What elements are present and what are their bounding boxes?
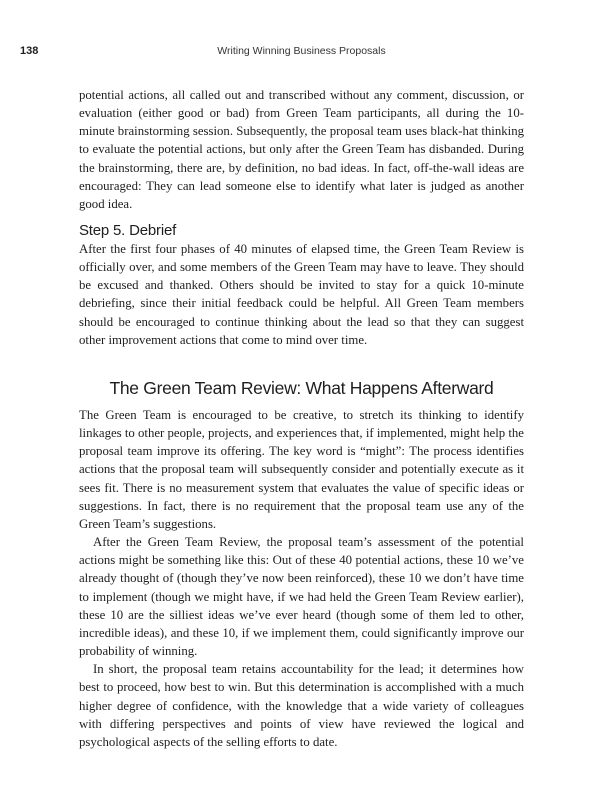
- paragraph-afterward-2: After the Green Team Review, the proposal team’s assessment of the potential actions might be something like this: Out of these 40 potential actions, these 10 we’ve already thought of (though they’ve now been reinforced), these 10 we don’t have time to implement (though we might have, if we had held the Green Team Review earlier), these 10 are the silliest ideas we’ve ever heard (though some of them led to other, incredible ideas), and these 10, if we implement them, could significantly improve our probability of winning.: [79, 535, 524, 659]
- text-block-debrief: [79, 240, 524, 349]
- text-block-intro: [79, 86, 524, 213]
- paragraph-debrief: After the first four phases of 40 minutes of elapsed time, the Green Team Review is officially over, and some members of the Green Team may have to leave. They should be excused and thanked. Others should be invited to stay for a quick 10-minute debriefing, since their initial feedback could be helpful. All Green Team members should be encouraged to continue thinking about the lead so that they can suggest other improvement actions that come to mind over time.: [79, 242, 524, 347]
- page-number: 138: [20, 45, 39, 57]
- paragraph-afterward-1: The Green Team is encouraged to be creative, to stretch its thinking to identify linkages to other people, projects, and experiences that, if implemented, might help the proposal team improve its offering. The key word is “might”: The process identifies actions that the proposal team will subsequently consider and potentially execute as it sees fit. There is no measurement system that evaluates the value of specific ideas or suggestions. In fact, there is no requirement that the proposal team use any of the Green Team’s suggestions.: [79, 408, 524, 531]
- text-block-afterward: [79, 406, 524, 751]
- running-head: [20, 44, 583, 58]
- book-title: Writing Winning Business Proposals: [217, 45, 386, 57]
- paragraph-continuation: potential actions, all called out and transcribed without any comment, discussion, or evaluation (either good or bad) from Green Team participants, all during the 10-minute brainstorming session. Subsequently, the proposal team uses black-hat thinking to evaluate the potential actions, but only after the Green Team has disbanded. During the brainstorming, there are, by definition, no bad ideas. In fact, off-the-wall ideas are encouraged: They can lead someone else to identify what later is judged as another good idea.: [79, 88, 524, 211]
- step-5-heading: Step 5. Debrief: [79, 222, 177, 239]
- section-heading: The Green Team Review: What Happens Afterward: [109, 378, 494, 398]
- paragraph-afterward-3: In short, the proposal team retains accountability for the lead; it determines how best to proceed, how best to win. But this determination is accomplished with a much higher degree of confidence, with the knowledge that a wide variety of colleagues with differing perspectives and points of view have reviewed the logical and psychological aspects of the selling efforts to date.: [79, 662, 524, 749]
